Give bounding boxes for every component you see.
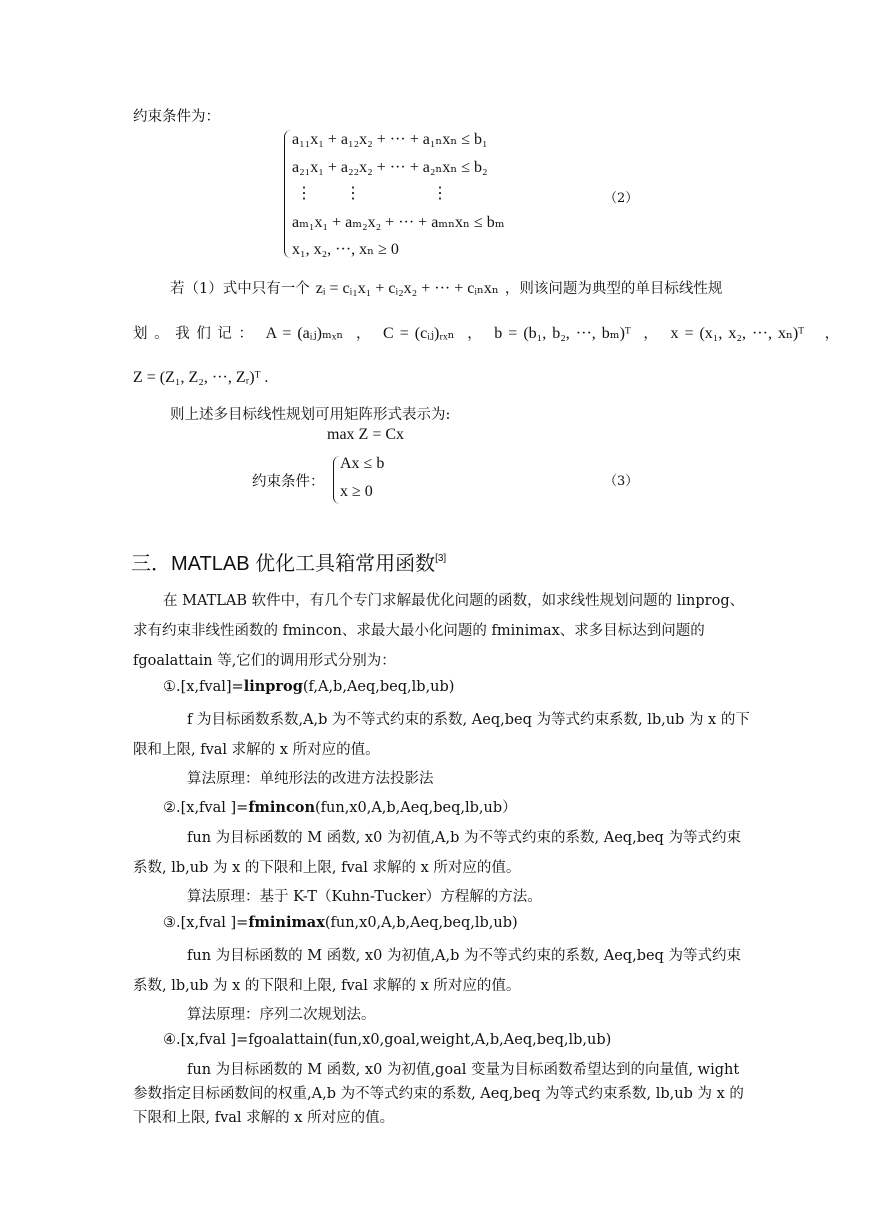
fgoalattain-desc-line3: 下限和上限, fval 求解的 x 所对应的值。 <box>133 1110 395 1126</box>
objective-function: max Z = Cx <box>327 426 405 443</box>
function-name: fminimax <box>248 914 325 931</box>
para1-suffix: ，则该问题为典型的单目标线性规 <box>504 281 723 297</box>
para1-line2 <box>133 322 839 343</box>
equation-number-3: （3） <box>604 474 639 489</box>
para1-line2-prefix: 划 。 我 们 记 ： <box>133 326 254 342</box>
signature-args: (f,A,b,Aeq,beq,lb,ub) <box>302 679 455 695</box>
section-title: 三．MATLAB 优化工具箱常用函数 <box>131 553 436 575</box>
equation-number-2: （2） <box>604 191 639 206</box>
left-brace <box>284 130 291 258</box>
linprog-principle: 算法原理：单纯形法的改进方法投影法 <box>187 771 434 787</box>
para2: 则上述多目标线性规划可用矩阵形式表示为: <box>170 407 451 423</box>
para1-prefix: 若（1）式中只有一个 <box>170 281 310 297</box>
fmincon-desc-line2: 系数, lb,ub 为 x 的下限和上限, fval 求解的 x 所对应的值。 <box>133 860 521 876</box>
system2-row2: a₂₁x₁ + a₂₂x₂ + ··· + a₂ₙxₙ ≤ b₂ <box>292 159 488 176</box>
left-brace <box>333 456 340 504</box>
para1-line1 <box>170 277 722 298</box>
separator: ， <box>355 326 371 342</box>
section-reference: [3] <box>435 553 447 564</box>
function-name: fmincon <box>248 799 315 816</box>
def-vector-b: b = (b₁, b₂, ···, bₘ)ᵀ <box>494 325 631 342</box>
system3-row2: x ≥ 0 <box>340 483 373 500</box>
separator: ， <box>643 326 658 342</box>
intro-line3: fgoalattain 等,它们的调用形式分别为： <box>133 653 396 669</box>
linprog-desc-line2: 限和上限, fval 求解的 x 所对应的值。 <box>133 742 380 758</box>
function-fminimax-signature <box>163 914 518 931</box>
system3-label: 约束条件： <box>252 474 325 490</box>
signature-prefix: ②.[x,fval ]= <box>163 800 249 816</box>
constraint-intro: 约束条件为： <box>133 109 220 125</box>
separator: ， <box>824 326 840 342</box>
separator: ， <box>467 326 482 342</box>
fgoalattain-desc-line2: 参数指定目标函数间的权重,A,b 为不等式约束的系数, Aeq,beq 为等式约束系数, lb,ub 为 x 的 <box>133 1086 744 1102</box>
para1-formula: zᵢ = cᵢ₁x₁ + cᵢ₂x₂ + ··· + cᵢₙxₙ <box>315 280 499 297</box>
function-fmincon-signature <box>163 796 517 817</box>
system2-vdots-3: ⋮ <box>432 185 448 202</box>
fmincon-principle: 算法原理：基于 K-T（Kuhn-Tucker）方程解的方法。 <box>187 889 542 905</box>
signature-prefix: ①.[x,fval]= <box>163 679 244 695</box>
fminimax-principle: 算法原理：序列二次规划法。 <box>187 1007 376 1023</box>
fmincon-desc-line1: fun 为目标函数的 M 函数, x0 为初值,A,b 为不等式约束的系数, Aeq,beq 为等式约束 <box>187 830 741 846</box>
def-vector-x: x = (x₁, x₂, ···, xₙ)ᵀ <box>670 325 804 342</box>
function-linprog-signature <box>163 678 454 695</box>
function-fgoalattain-signature: ④.[x,fval ]=fgoalattain(fun,x0,goal,weight,A,b,Aeq,beq,lb,ub) <box>163 1032 612 1048</box>
signature-args: (fun,x0,A,b,Aeq,beq,lb,ub） <box>315 800 517 816</box>
def-matrix-a: A = (aᵢⱼ)ₘₓₙ <box>265 325 344 342</box>
system2-row5: x₁, x₂, ···, xₙ ≥ 0 <box>292 241 399 258</box>
linprog-desc-line1: f 为目标函数系数,A,b 为不等式约束的系数, Aeq,beq 为等式约束系数, lb,ub 为 x 的下 <box>187 712 750 728</box>
intro-line1: 在 MATLAB 软件中，有几个专门求解最优化问题的函数，如求线性规划问题的 linprog、 <box>163 593 745 609</box>
def-matrix-c: C = (cᵢⱼ)ᵣₓₙ <box>383 325 455 342</box>
intro-line2: 求有约束非线性函数的 fmincon、求最大最小化问题的 fminimax、求多目标达到问题的 <box>133 623 705 639</box>
system2-row4: aₘ₁x₁ + aₘ₂x₂ + ··· + aₘₙxₙ ≤ bₘ <box>292 214 505 231</box>
fminimax-desc-line2: 系数, lb,ub 为 x 的下限和上限, fval 求解的 x 所对应的值。 <box>133 978 521 994</box>
system2-vdots-2: ⋮ <box>345 185 361 202</box>
section-heading <box>131 547 446 576</box>
def-vector-z: Z = (Z₁, Z₂, ···, Zᵣ)ᵀ . <box>133 369 269 386</box>
signature-args: (fun,x0,A,b,Aeq,beq,lb,ub) <box>324 915 518 931</box>
system3-row1: Ax ≤ b <box>340 455 385 472</box>
signature-prefix: ③.[x,fval ]= <box>163 915 249 931</box>
fminimax-desc-line1: fun 为目标函数的 M 函数, x0 为初值,A,b 为不等式约束的系数, Aeq,beq 为等式约束 <box>187 948 741 964</box>
system2-vdots-1: ⋮ <box>296 185 312 202</box>
function-name: linprog <box>243 678 303 695</box>
fgoalattain-desc-line1: fun 为目标函数的 M 函数, x0 为初值,goal 变量为目标函数希望达到的向量值, wight <box>187 1062 740 1078</box>
system2-row1: a₁₁x₁ + a₁₂x₂ + ··· + a₁ₙxₙ ≤ b₁ <box>292 131 488 148</box>
